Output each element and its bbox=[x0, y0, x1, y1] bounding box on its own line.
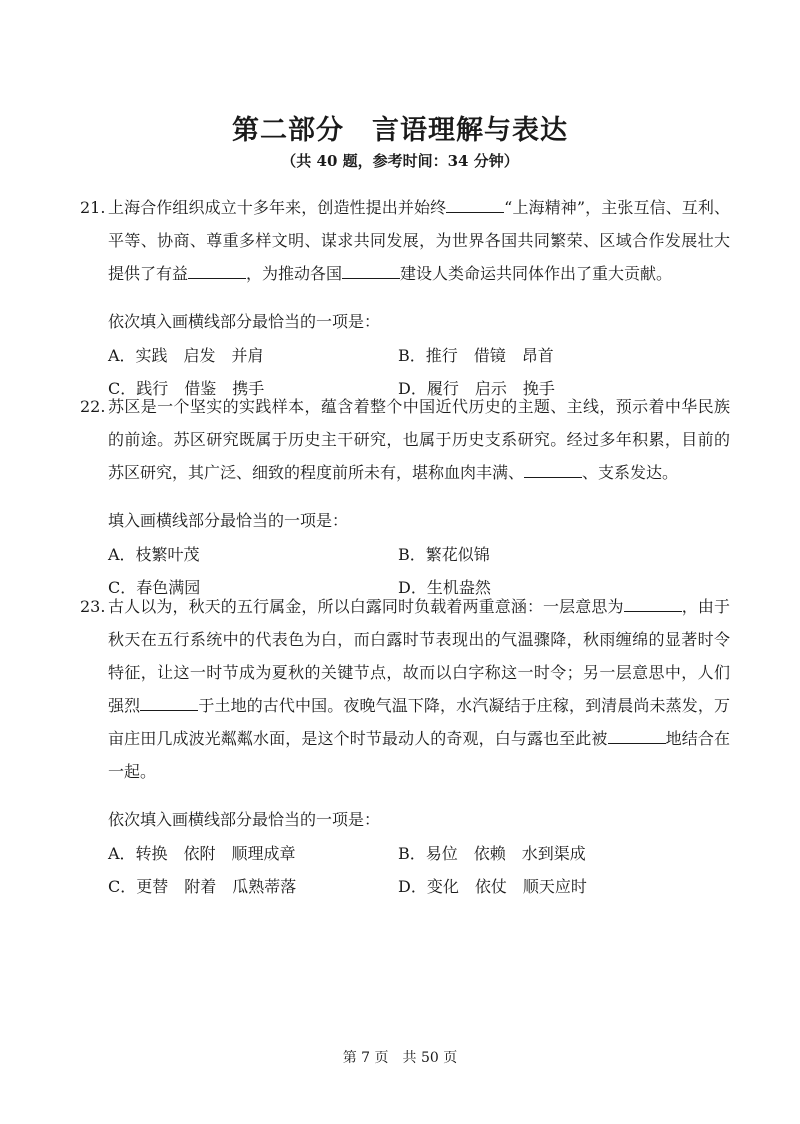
stem-text: 建设人类命运共同体作出了重大贡献。 bbox=[400, 264, 673, 283]
stem-text: “上海精神”，主张互信、互利、平等、协商、尊重多样文明、谋求共同发展，为世界各国共同繁荣、区域合作发展壮大提供了有益 bbox=[108, 198, 730, 283]
stem-text: ，为推动各国 bbox=[246, 264, 343, 283]
question-number: 23. bbox=[80, 597, 106, 616]
question-stem bbox=[108, 590, 730, 788]
stem-text: 于土地的古代中国。夜晚气温下降，水汽凝结于庄稼，到清晨尚未蒸发，万亩庄田几成波光粼粼水面，是这个时节最动人的奇观，白与露也至此被 bbox=[108, 696, 730, 748]
stem-text: 苏区是一个坚实的实践样本，蕴含着整个中国近代历史的主题、主线，预示着中华民族的前途。苏区研究既属于历史主干研究，也属于历史支系研究。经过多年积累，目前的苏区研究，其广泛、细致的程度前所未有，堪称血肉丰满、 bbox=[108, 397, 730, 482]
option-b[interactable]: B．推行 借镜 昂首 bbox=[398, 346, 554, 365]
stem-text: 地结合在一起。 bbox=[108, 729, 730, 781]
section-subtitle: （共 40 题，参考时间：34 分钟） bbox=[281, 152, 519, 170]
answer-blank bbox=[524, 459, 582, 478]
option-c[interactable]: C．践行 借鉴 携手 bbox=[108, 379, 265, 398]
option-a[interactable]: A．转换 依附 顺理成章 bbox=[108, 844, 296, 863]
answer-blank bbox=[140, 692, 198, 711]
option-d[interactable]: D．履行 启示 挽手 bbox=[398, 379, 555, 398]
question-23 bbox=[80, 590, 730, 903]
option-a[interactable]: A．实践 启发 并肩 bbox=[108, 346, 264, 365]
stem-text: 古人以为，秋天的五行属金，所以白露同时负载着两重意涵：一层意思为 bbox=[108, 597, 624, 616]
option-d[interactable]: D．生机盎然 bbox=[398, 578, 491, 597]
stem-text: 上海合作组织成立十多年来，创造性提出并始终 bbox=[108, 198, 447, 217]
option-a[interactable]: A．枝繁叶茂 bbox=[108, 545, 200, 564]
answer-blank bbox=[608, 725, 666, 744]
answer-blank bbox=[624, 593, 682, 612]
answer-blank bbox=[188, 260, 246, 279]
option-list bbox=[108, 837, 730, 903]
question-21 bbox=[80, 191, 730, 405]
question-number: 22. bbox=[80, 397, 106, 416]
section-title: 第二部分 言语理解与表达 bbox=[232, 115, 568, 146]
question-stem bbox=[108, 390, 730, 489]
option-c[interactable]: C．更替 附着 瓜熟蒂落 bbox=[108, 877, 297, 896]
page-footer: 第 7 页 共 50 页 bbox=[342, 1050, 458, 1066]
option-c[interactable]: C．春色满园 bbox=[108, 578, 201, 597]
question-instruction: 填入画横线部分最恰当的一项是： bbox=[108, 511, 349, 530]
option-d[interactable]: D．变化 依仗 顺天应时 bbox=[398, 877, 587, 896]
question-instruction: 依次填入画横线部分最恰当的一项是： bbox=[108, 312, 381, 331]
question-number: 21. bbox=[80, 198, 106, 217]
option-b[interactable]: B．易位 依赖 水到渠成 bbox=[398, 844, 586, 863]
question-stem bbox=[108, 191, 730, 290]
answer-blank bbox=[446, 194, 504, 213]
stem-text: ，由于秋天在五行系统中的代表色为白，而白露时节表现出的气温骤降，秋雨缠绵的显著时令特征，让这一时节成为夏秋的关键节点，故而以白字称这一时令；另一层意思中，人们强烈 bbox=[108, 597, 730, 715]
answer-blank bbox=[342, 260, 400, 279]
stem-text: 、支系发达。 bbox=[582, 463, 679, 482]
question-instruction: 依次填入画横线部分最恰当的一项是： bbox=[108, 810, 381, 829]
option-b[interactable]: B．繁花似锦 bbox=[398, 545, 490, 564]
question-22 bbox=[80, 390, 730, 604]
